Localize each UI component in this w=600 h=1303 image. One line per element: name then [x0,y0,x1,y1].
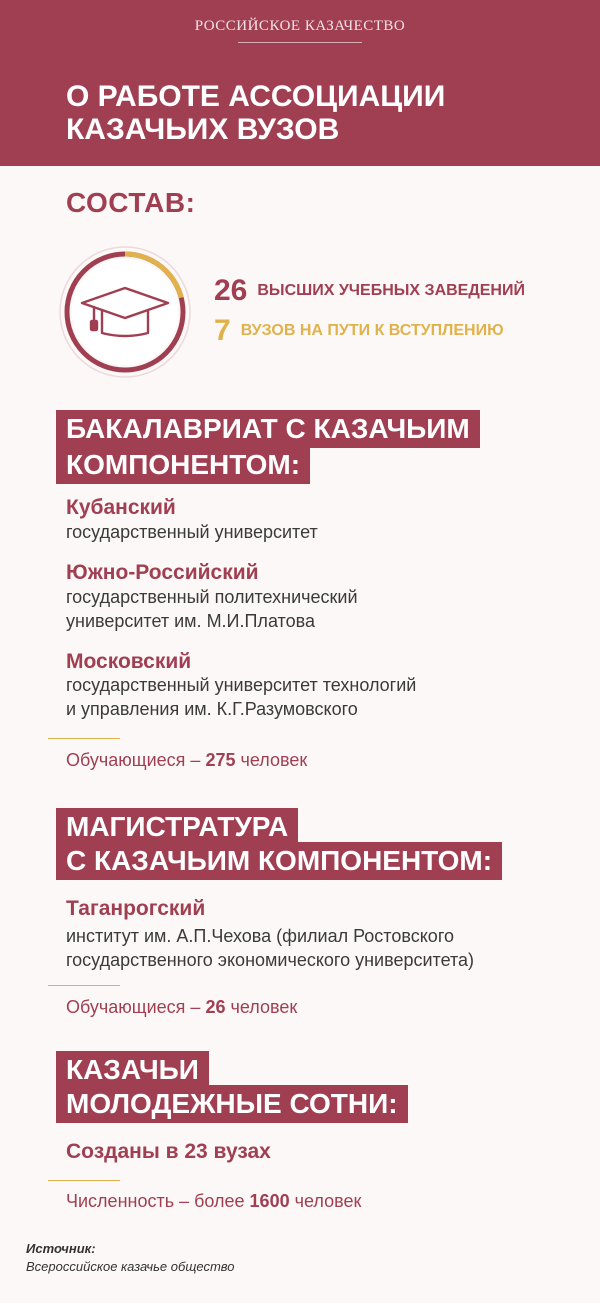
youth-divider [48,1180,120,1181]
master-students-count: 26 [205,997,226,1017]
bachelor-university-2-desc-line-1: государственный политехнический [66,587,358,607]
bachelor-university-3-desc [66,673,416,721]
bachelor-university-2-name: Южно-Российский [66,561,259,584]
youth-count-suffix: человек [289,1191,362,1211]
bachelor-students-suffix: человек [235,750,308,770]
brand-divider [238,42,362,43]
bachelor-university-2-desc-line-2: университет им. М.И.Платова [66,611,315,631]
youth-heading-line-1: КАЗАЧЬИ [56,1051,209,1089]
master-heading-line-2: С КАЗАЧЬИМ КОМПОНЕНТОМ: [56,842,502,880]
title-line-1: О РАБОТЕ АССОЦИАЦИИ [66,80,446,113]
stat-candidates [214,314,504,348]
page-title [66,80,566,146]
header-banner [0,0,600,166]
bachelor-students [66,750,307,771]
source-text: Всероссийское казачье общество [26,1259,235,1274]
title-line-2: КАЗАЧЬИХ ВУЗОВ [66,113,340,146]
composition-ring [58,245,192,379]
master-students-suffix: человек [225,997,298,1017]
bachelor-university-2-desc [66,585,358,633]
bachelor-heading-line-2: КОМПОНЕНТОМ: [56,446,310,484]
master-university-desc [66,924,474,972]
bachelor-university-3-desc-line-2: и управления им. К.Г.Разумовского [66,699,358,719]
source-label: Источник: [26,1241,96,1256]
bachelor-divider [48,738,120,739]
master-university-name: Таганрогский [66,897,206,920]
ring-inner-fill [72,259,178,365]
master-university-desc-line-2: государственного экономического университета) [66,950,475,970]
stat-universities [214,274,525,308]
stat-candidates-number: 7 [214,314,231,347]
master-heading-line-1: МАГИСТРАТУРА [56,808,298,846]
bachelor-heading-line-1: БАКАЛАВРИАТ С КАЗАЧЬИМ [56,410,480,448]
bachelor-university-3-desc-line-1: государственный университет технологий [66,675,417,695]
master-university-desc-line-1: институт им. А.П.Чехова (филиал Ростовского [66,926,454,946]
master-students [66,997,297,1018]
bachelor-students-prefix: Обучающиеся – [66,750,206,770]
bachelor-students-count: 275 [205,750,236,770]
brand-name: РОССИЙСКОЕ КАЗАЧЕСТВО [194,18,406,34]
youth-heading-line-2: МОЛОДЕЖНЫЕ СОТНИ: [56,1085,408,1123]
stat-candidates-text: ВУЗОВ НА ПУТИ К ВСТУПЛЕНИЮ [240,322,504,339]
stat-universities-number: 26 [214,274,248,307]
stat-universities-text: ВЫСШИХ УЧЕБНЫХ ЗАВЕДЕНИЙ [257,282,525,299]
bachelor-university-3-name: Московский [66,650,192,673]
bachelor-university-1-desc-line-1: государственный университет [66,522,318,542]
youth-created: Созданы в 23 вузах [66,1140,271,1163]
youth-count [66,1191,361,1212]
composition-heading: СОСТАВ: [66,187,196,218]
master-divider [48,985,120,986]
bachelor-university-1-desc [66,520,318,544]
bachelor-university-1-name: Кубанский [66,496,176,519]
youth-count-value: 1600 [249,1191,290,1211]
master-students-prefix: Обучающиеся – [66,997,206,1017]
youth-count-prefix: Численность – более [66,1191,250,1211]
